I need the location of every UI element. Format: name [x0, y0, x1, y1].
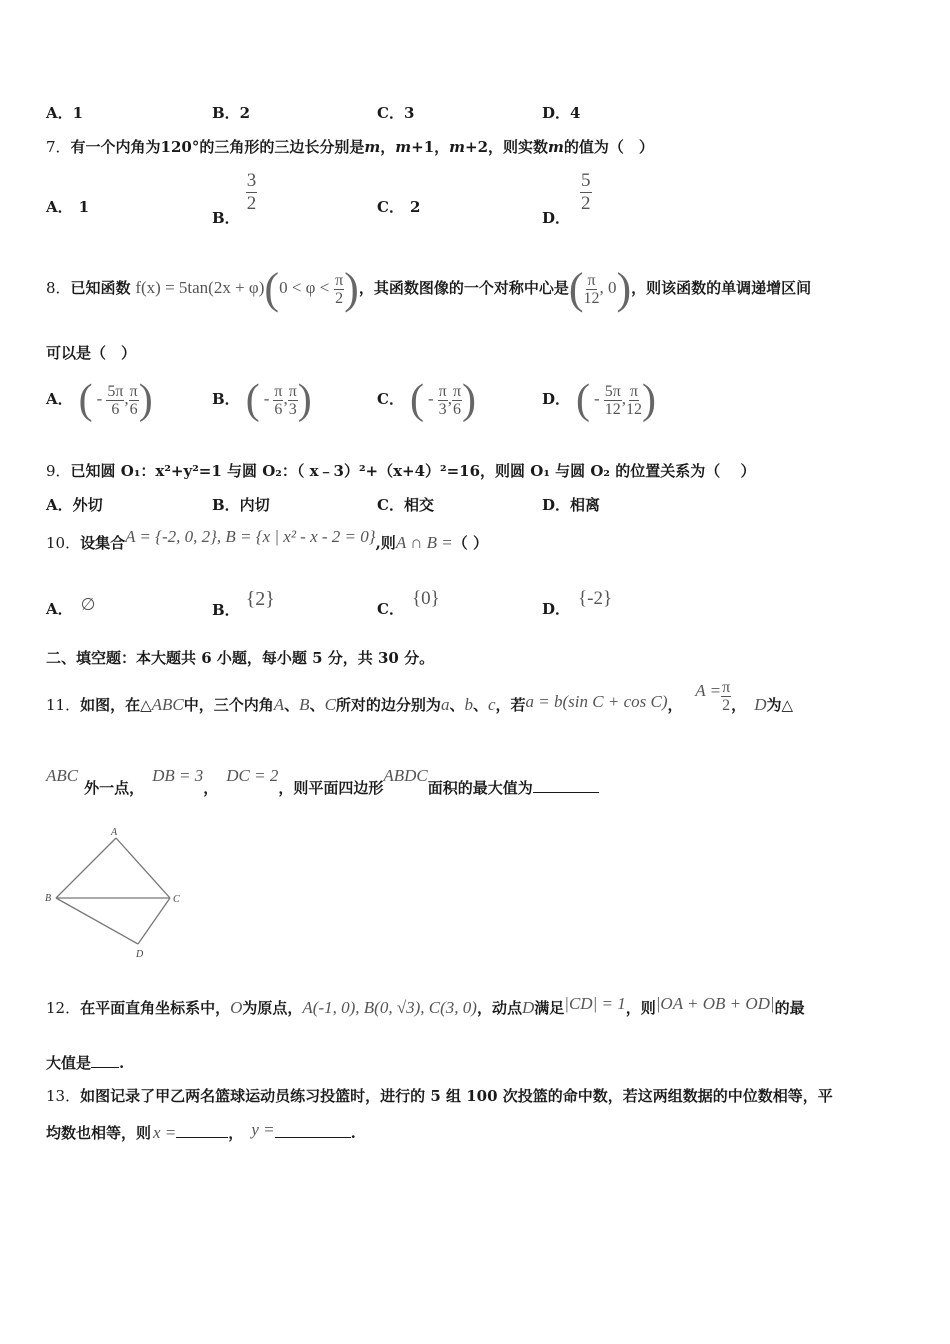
q7-stem [46, 136, 654, 157]
q7-m: m [364, 138, 381, 156]
q9-option-a: A．外切 [46, 496, 103, 514]
q13-y-blank [275, 1123, 351, 1138]
q7-option-b: B． $\frac{3}{2}$ [212, 170, 257, 227]
q8-function: f(x) = 5tan(2x + φ) [135, 278, 265, 297]
vertex-label-c: C [173, 894, 180, 905]
q11-stem: 11．如图，在△ABC中，三个内角A、B、C所对的边分别为a、b、c，若a = b(sin C + cos C)， A = $\frac{\pi}{2}$ ， D为△ [46, 678, 794, 714]
q10-option-b: B． {2} [212, 588, 275, 619]
q7-m2: m [449, 138, 466, 156]
q6-option-a: A．1 [46, 104, 84, 122]
q8-option-b: B． ( - $\frac{\pi}{6}$ , $\frac{\pi}{3}$ ) [212, 377, 312, 423]
q6-option-d: D．4 [542, 104, 581, 122]
edge-bd [56, 898, 138, 944]
q7-m3: m [548, 138, 564, 156]
q12-stem: 12．在平面直角坐标系中，O为原点，A(-1, 0), B(0, √3), C(3, 0)，动点D满足|CD| = 1，则|OA + OB + OD|的最 [46, 994, 805, 1017]
vertex-label-d: D [136, 949, 144, 960]
q7-option-a: A． 1 [46, 198, 90, 216]
q8-stem-continued: 可以是（ ） [46, 344, 137, 362]
q9-stem: 9．已知圆 O₁：x²+y²=1 与圆 O₂：（ x﹣3）²+（x+4）²=16，则圆 O₁ 与圆 O₂ 的位置关系为（ ） [46, 462, 756, 480]
vertex-label-a: A [111, 827, 118, 838]
q6-option-c: C．3 [377, 104, 415, 122]
q12-stem-continued: 大值是 . [46, 1054, 125, 1072]
q7-option-c: C． 2 [377, 198, 421, 216]
q7-m1: m [395, 138, 412, 156]
q7-option-d: D． $\frac{5}{2}$ [542, 170, 591, 227]
q13-stem: 13．如图记录了甲乙两名篮球运动员练习投篮时，进行的 5 组 100 次投篮的命中数，若这两组数据的中位数相等，平 [46, 1087, 833, 1105]
q8-option-a: A． ( - $\frac{5\pi}{6}$ , $\frac{\pi}{6}$ ) [46, 377, 153, 423]
q12-answer-blank [91, 1053, 119, 1068]
q8-option-d: D． ( - $\frac{5\pi}{12}$ , $\frac{\pi}{12}$ ) [542, 377, 657, 423]
edge-ac [116, 838, 170, 898]
q7-number: 7． [46, 138, 71, 156]
q13-x-blank [176, 1123, 228, 1138]
q8-stem: 8．已知函数 f(x) = 5tan(2x + φ)(0 < φ < $\frac{\pi}{2}$ )，其函数图像的一个对称中心是( $\frac{\pi}{12}$ , 0)，则该函数的单调递增区间 [46, 264, 812, 313]
q8-option-c: C． ( - $\frac{\pi}{3}$ , $\frac{\pi}{6}$ ) [377, 377, 477, 423]
q9-option-d: D．相离 [542, 496, 601, 514]
q7-text-a: 有一个内角为120°的三角形的三边长分别是 [70, 138, 365, 156]
q11-stem-continued: ABC外一点，DB = 3，DC = 2，则平面四边形ABDC面积的最大值为 [46, 766, 599, 810]
q13-stem-continued: 均数也相等，则 x = ， y = . [46, 1120, 356, 1142]
vertex-label-b: B [45, 893, 52, 904]
edge-cd [138, 898, 170, 944]
q7-text-b: ， [380, 138, 396, 156]
q8-condition: 0 < φ < [279, 278, 330, 297]
q6-option-b: B．2 [212, 104, 251, 122]
q9-option-b: B．内切 [212, 496, 270, 514]
q11-answer-blank [533, 778, 599, 793]
q7-text-d: +2，则实数 [465, 138, 549, 156]
q10-option-d: D． {-2} [542, 588, 613, 618]
edge-ab [56, 838, 116, 898]
q10-option-c: C． {0} [377, 588, 440, 618]
q7-text-c: +1， [411, 138, 450, 156]
q7-text-e: 的值为（ ） [563, 138, 654, 156]
section-title: 二、填空题：本大题共 6 小题，每小题 5 分，共 30 分。 [46, 649, 435, 667]
q10-option-a: A． ∅ [46, 595, 96, 618]
q11-quadrilateral-figure [40, 824, 200, 964]
q10-stem: 10．设集合A = {-2, 0, 2}, B = {x | x² - x - 2 = 0},则A ∩ B =（ ） [46, 527, 489, 552]
q8-number: 8． [46, 279, 71, 297]
q9-option-c: C．相交 [377, 496, 434, 514]
